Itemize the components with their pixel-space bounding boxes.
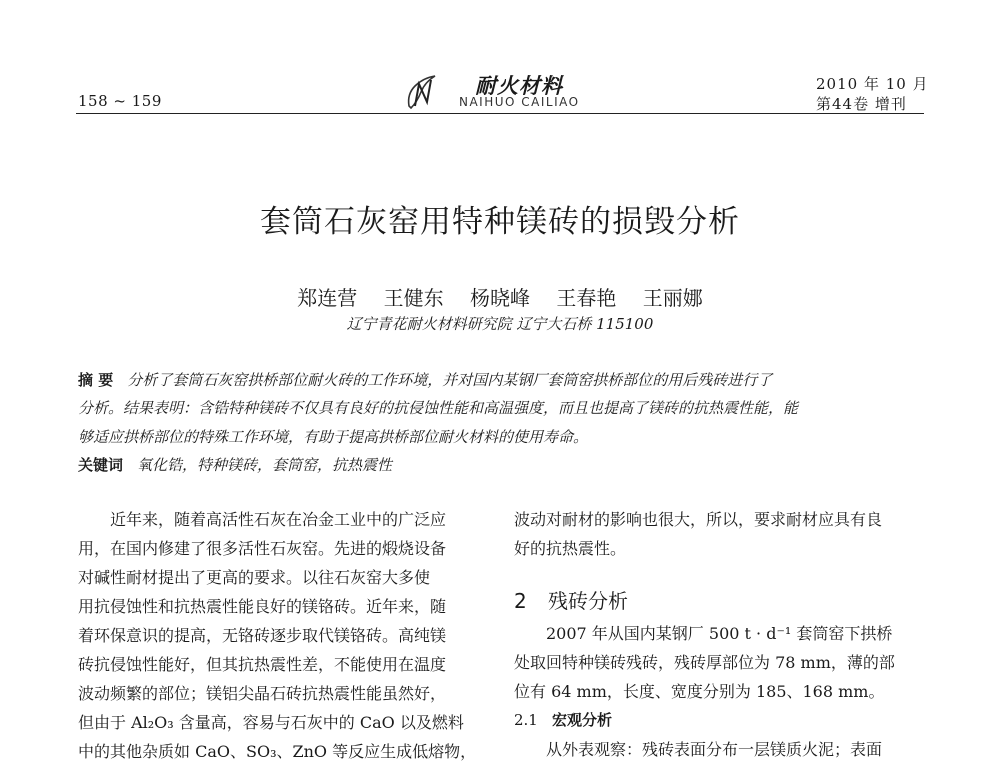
- body-line: 着环保意识的提高，无铬砖逐步取代镁铬砖。高纯镁: [78, 626, 447, 645]
- body-line: 中的其他杂质如 CaO、SO₃、ZnO 等反应生成低熔物，: [78, 742, 477, 761]
- body-line: 波动频繁的部位；镁铝尖晶石砖抗热震性能虽然好，: [78, 684, 447, 703]
- body-line: 砖抗侵蚀性能好，但其抗热震性差，不能使用在温度: [78, 655, 447, 674]
- journal-title-cn: 耐火材料: [475, 74, 563, 98]
- abstract-line: [78, 366, 924, 394]
- spacer: [514, 563, 920, 583]
- body-line: 对碱性耐材提出了更高的要求。以往石灰窑大多使: [78, 568, 431, 587]
- body-line: 位有 64 mm，长度、宽度分别为 185、168 mm。: [514, 682, 885, 701]
- section-title: 残砖分析: [548, 589, 628, 613]
- body-line: 好的抗热震性。: [514, 539, 627, 558]
- subsection-number: 2.1: [514, 711, 538, 729]
- body-column-left: [78, 505, 484, 766]
- issue-volume: 第44卷 增刊: [816, 95, 907, 113]
- body-line: 用，在国内修建了很多活性石灰窑。先进的煅烧设备: [78, 539, 447, 558]
- journal-title-en: NAIHUO CAILIAO: [459, 95, 580, 109]
- issue-date: 2010 年 10 月: [816, 75, 929, 93]
- section-number: 2: [514, 589, 527, 613]
- author-name: 王丽娜: [642, 286, 703, 310]
- subsection-title: 宏观分析: [552, 711, 613, 729]
- abstract-label: 摘 要: [78, 371, 114, 389]
- author-list: [0, 282, 1000, 311]
- page-range: 158 ~ 159: [78, 92, 162, 110]
- author-name: 杨晓峰: [470, 286, 530, 310]
- keywords-text: 氧化锆，特种镁砖，套筒窑，抗热震性: [137, 456, 393, 474]
- author-name: 王健东: [383, 286, 444, 310]
- journal-logo-icon: [405, 72, 439, 112]
- body-line: 但由于 Al₂O₃ 含量高，容易与石灰中的 CaO 以及燃料: [78, 713, 464, 732]
- body-line: 2007 年从国内某钢厂 500 t · d⁻¹ 套筒窑下拱桥: [546, 624, 893, 643]
- header-rule: [76, 113, 924, 114]
- abstract-line: 够适应拱桥部位的特殊工作环境，有助于提高拱桥部位耐火材料的使用寿命。: [78, 428, 589, 446]
- keywords-line: [78, 451, 924, 479]
- body-line: 处取回特种镁砖残砖，残砖厚部位为 78 mm，薄的部: [514, 653, 895, 672]
- author-name: 郑连营: [297, 286, 358, 310]
- paper-title: 套筒石灰窑用特种镁砖的损毁分析: [260, 204, 740, 240]
- section-heading: [514, 583, 920, 619]
- body-line: 近年来，随着高活性石灰在冶金工业中的广泛应: [110, 510, 447, 529]
- body-line: 用抗侵蚀性和抗热震性能良好的镁铬砖。近年来，随: [78, 597, 447, 616]
- body-column-right: [514, 505, 920, 764]
- keywords-label: 关键词: [78, 456, 124, 474]
- author-name: 王春艳: [556, 286, 617, 310]
- body-line: 波动对耐材的影响也很大，所以，要求耐材应具有良: [514, 510, 883, 529]
- subsection-heading: [514, 706, 920, 735]
- body-line: 从外表观察：残砖表面分布一层镁质火泥；表面: [546, 740, 883, 759]
- abstract-line: 分析。结果表明：含锆特种镁砖不仅具有良好的抗侵蚀性能和高温强度，而且也提高了镁砖的抗热震性能，能: [78, 399, 799, 417]
- affiliation: 辽宁青花耐火材料研究院 辽宁大石桥 115100: [346, 315, 654, 333]
- abstract-text: 分析了套筒石灰窑拱桥部位耐火砖的工作环境，并对国内某钢厂套筒窑拱桥部位的用后残砖进行了: [127, 371, 773, 389]
